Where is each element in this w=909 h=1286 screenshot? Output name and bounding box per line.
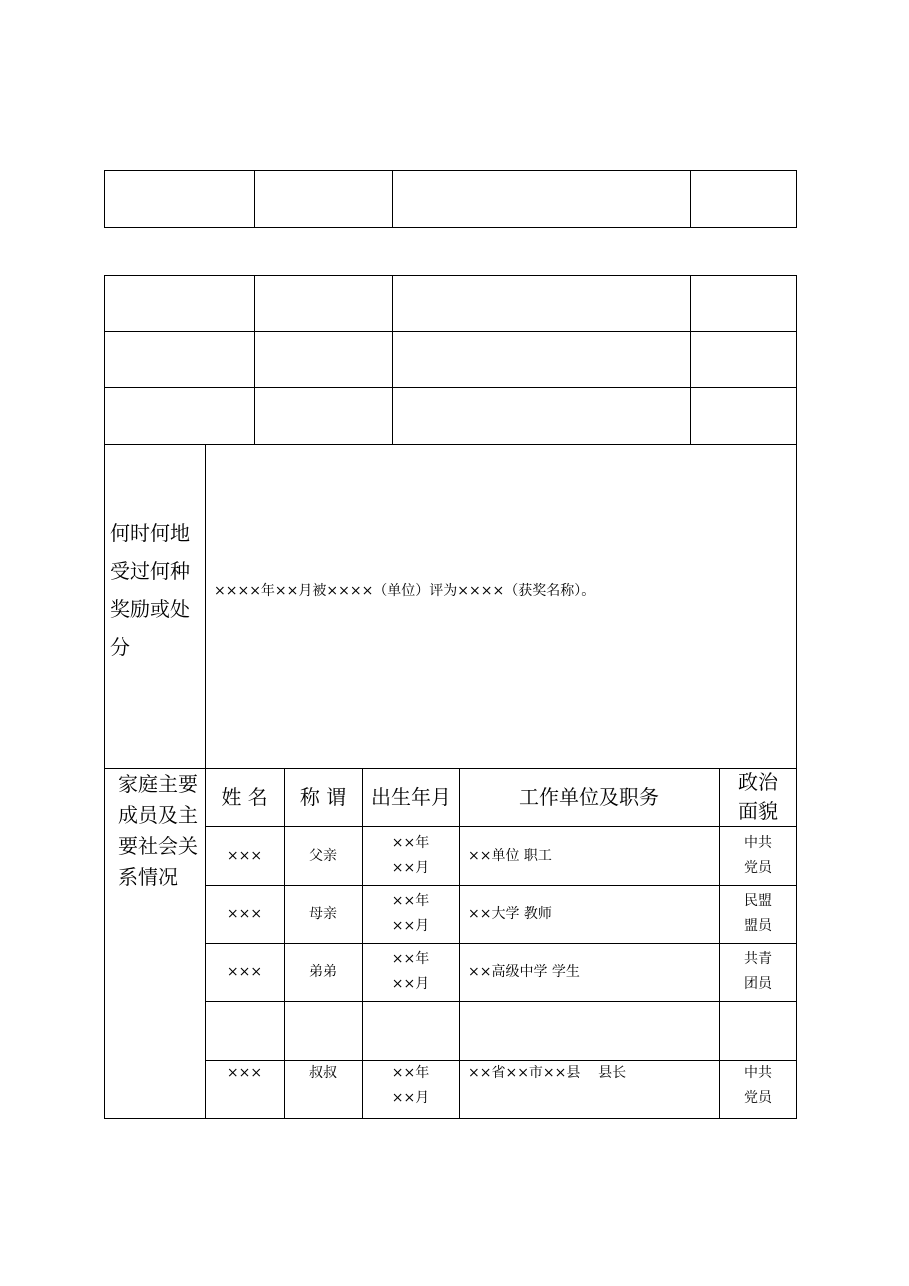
row1-name-text: ××× bbox=[226, 847, 263, 864]
row3-work-text: ××高级中学 学生 bbox=[468, 964, 580, 980]
header-work-text: 工作单位及职务 bbox=[519, 785, 659, 809]
row5-political bbox=[719, 1060, 797, 1112]
row3-birth bbox=[362, 943, 459, 1001]
row3-relation-text: 弟弟 bbox=[309, 964, 337, 980]
row1-relation-text: 父亲 bbox=[309, 847, 337, 864]
row2-relation-text: 母亲 bbox=[309, 906, 337, 922]
row5-relation bbox=[284, 1060, 362, 1086]
awards-content-text: ××××年××月被××××（单位）评为××××（获奖名称）。 bbox=[214, 583, 596, 599]
top-table-divider bbox=[254, 170, 255, 228]
row4-work bbox=[468, 1001, 713, 1060]
row2-relation bbox=[284, 885, 362, 943]
row3-birth-year: ××年 bbox=[391, 951, 430, 967]
row-divider bbox=[104, 331, 797, 332]
row3-relation bbox=[284, 943, 362, 1001]
row1-political-1: 中共 bbox=[744, 834, 772, 851]
row5-work-text: ××省××市××县 县长 bbox=[468, 1065, 627, 1081]
header-relation-text: 称 谓 bbox=[299, 785, 347, 809]
row5-name bbox=[205, 1060, 284, 1086]
row3-name-text: ××× bbox=[226, 964, 263, 980]
row3-birth-month: ××月 bbox=[391, 976, 430, 992]
row3-political-2: 团员 bbox=[744, 976, 772, 992]
col-divider bbox=[690, 275, 691, 444]
row5-birth bbox=[362, 1060, 459, 1112]
row2-political-1: 民盟 bbox=[744, 893, 772, 909]
top-table bbox=[104, 170, 797, 228]
row1-birth-month: ××月 bbox=[391, 859, 430, 876]
row5-name-text: ××× bbox=[226, 1065, 263, 1081]
row2-birth-year: ××年 bbox=[391, 893, 430, 909]
row2-name bbox=[205, 885, 284, 943]
row5-relation-text: 叔叔 bbox=[309, 1065, 337, 1081]
row2-birth-month: ××月 bbox=[391, 918, 430, 934]
row4-political bbox=[719, 1001, 797, 1060]
row2-political-2: 盟员 bbox=[744, 918, 772, 934]
row1-political-2: 党员 bbox=[744, 859, 772, 876]
header-birth-text: 出生年月 bbox=[371, 784, 451, 809]
family-label bbox=[118, 769, 198, 929]
header-name bbox=[205, 768, 284, 826]
col-divider bbox=[254, 275, 255, 444]
row1-work bbox=[468, 826, 713, 885]
row3-political-1: 共青 bbox=[744, 951, 772, 967]
header-birth bbox=[371, 768, 451, 826]
row1-birth-year: ××年 bbox=[391, 834, 430, 851]
row1-name bbox=[205, 826, 284, 885]
row3-political bbox=[719, 943, 797, 1001]
header-relation bbox=[284, 768, 362, 826]
row3-name bbox=[205, 943, 284, 1001]
row-divider bbox=[104, 444, 797, 445]
awards-content bbox=[214, 578, 784, 604]
row2-political bbox=[719, 885, 797, 943]
row5-birth-year: ××年 bbox=[391, 1065, 430, 1081]
row5-political-1: 中共 bbox=[744, 1065, 772, 1081]
row1-birth bbox=[362, 826, 459, 885]
row5-political-2: 党员 bbox=[744, 1090, 772, 1106]
awards-label bbox=[110, 514, 190, 704]
header-political bbox=[734, 768, 782, 826]
row4-relation bbox=[284, 1001, 362, 1060]
top-table-divider bbox=[690, 170, 691, 228]
awards-label-text: 何时何地受过何种奖励或处分 bbox=[110, 521, 190, 659]
row5-birth-month: ××月 bbox=[391, 1090, 430, 1106]
row5-work bbox=[468, 1060, 713, 1086]
row1-relation bbox=[284, 826, 362, 885]
row1-work-text: ××单位 职工 bbox=[468, 847, 552, 864]
row2-birth bbox=[362, 885, 459, 943]
row4-name bbox=[205, 1001, 284, 1060]
col-divider bbox=[392, 275, 393, 444]
row4-birth bbox=[362, 1001, 459, 1060]
row3-work bbox=[468, 943, 713, 1001]
row1-political bbox=[719, 826, 797, 885]
row-divider bbox=[104, 387, 797, 388]
header-name-text: 姓 名 bbox=[221, 785, 268, 809]
family-label-text: 家庭主要成员及主要社会关系情况 bbox=[118, 772, 198, 889]
header-political-text: 政治面貌 bbox=[738, 770, 778, 823]
row2-work bbox=[468, 885, 713, 943]
top-table-divider bbox=[392, 170, 393, 228]
row2-name-text: ××× bbox=[226, 906, 263, 922]
header-work bbox=[459, 768, 719, 826]
row2-work-text: ××大学 教师 bbox=[468, 906, 552, 922]
